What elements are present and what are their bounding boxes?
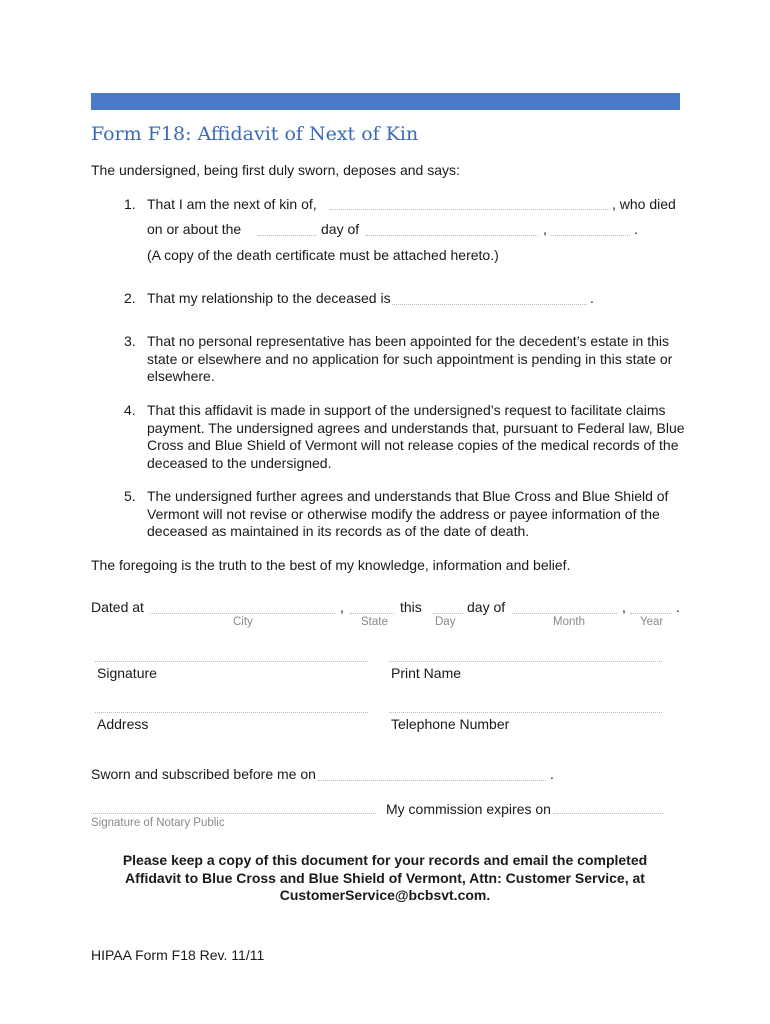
email-instruction-note: Please keep a copy of this document for your records and email the completed Affidavit to Blue Cross and Blue Shield of Vermont, Attn: Customer Service, at CustomerService@bcbsvt.com. (122, 852, 648, 903)
item-1-comma: , (543, 221, 547, 237)
form-footer: HIPAA Form F18 Rev. 11/11 (91, 947, 265, 963)
item-1-line1-post: , who died (612, 196, 676, 212)
item-1-period: . (634, 221, 638, 237)
item-2-text: That my relationship to the deceased is (147, 290, 391, 306)
dated-comma-1: , (340, 599, 344, 615)
notary-signature-hint: Signature of Notary Public (91, 817, 225, 829)
hint-state: State (361, 616, 388, 628)
print-name-field[interactable] (389, 661, 662, 662)
item-1-day-of: day of (321, 221, 360, 237)
item-1-line1-pre: That I am the next of kin of, (147, 196, 317, 212)
relationship-field[interactable] (392, 304, 587, 305)
sworn-label: Sworn and subscribed before me on (91, 766, 316, 782)
death-year-field[interactable] (551, 235, 630, 236)
address-label: Address (97, 716, 149, 732)
commission-expiry-field[interactable] (553, 813, 663, 814)
item-5-number: 5. (124, 488, 136, 504)
item-1-line2-pre: on or about the (147, 221, 242, 237)
dated-comma-2: , (622, 599, 626, 615)
death-day-field[interactable] (258, 235, 316, 236)
hint-day: Day (435, 616, 456, 628)
commission-label: My commission expires on (386, 801, 551, 817)
dated-city-field[interactable] (150, 613, 335, 614)
dated-day-of: day of (467, 599, 506, 615)
dated-year-field[interactable] (630, 613, 672, 614)
signature-field[interactable] (95, 661, 368, 662)
dated-this: this (400, 599, 422, 615)
hint-city: City (233, 616, 253, 628)
sworn-period: . (550, 766, 554, 782)
item-3-text: That no personal representative has been appointed for the decedent’s estate in this state or elsewhere and no application for such appointment is pending in this state or elsewhere. (147, 333, 673, 384)
telephone-field[interactable] (389, 712, 662, 713)
item-2-period: . (590, 290, 594, 306)
death-month-field[interactable] (366, 235, 538, 236)
next-of-kin-name-field[interactable] (330, 209, 610, 210)
intro-text: The undersigned, being first duly sworn, deposes and says: (91, 162, 460, 178)
notary-signature-field[interactable] (91, 813, 376, 814)
item-2-number: 2. (124, 290, 136, 306)
address-field[interactable] (95, 712, 368, 713)
dated-month-field[interactable] (512, 613, 617, 614)
item-5-text: The undersigned further agrees and understands that Blue Cross and Blue Shield of Vermont will not revise or otherwise modify the address or payee information of the deceased as maintained in its records as of the date of death. (147, 488, 669, 539)
dated-at-label: Dated at (91, 599, 144, 615)
signature-label: Signature (97, 665, 157, 681)
header-band (91, 93, 680, 110)
hint-month: Month (553, 616, 585, 628)
dated-period: . (676, 599, 680, 615)
sworn-date-field[interactable] (318, 780, 546, 781)
item-1-number: 1. (124, 196, 136, 212)
form-title: Form F18: Affidavit of Next of Kin (91, 123, 419, 145)
item-4-text: That this affidavit is made in support of the undersigned’s request to facilitate claims payment. The undersigned agrees and understands that, pursuant to Federal law, Blue Cross and Blue Shield of Vermont will not release copies of the medical records of the deceased to the undersigned. (147, 402, 685, 471)
item-4-number: 4. (124, 402, 136, 418)
hint-year: Year (640, 616, 664, 628)
print-name-label: Print Name (391, 665, 462, 681)
telephone-label: Telephone Number (391, 716, 510, 732)
item-3-number: 3. (124, 333, 136, 349)
foregoing-text: The foregoing is the truth to the best of my knowledge, information and belief. (91, 557, 571, 573)
dated-state-field[interactable] (350, 613, 394, 614)
dated-day-field[interactable] (433, 613, 463, 614)
item-1-note: (A copy of the death certificate must be attached hereto.) (147, 247, 499, 263)
